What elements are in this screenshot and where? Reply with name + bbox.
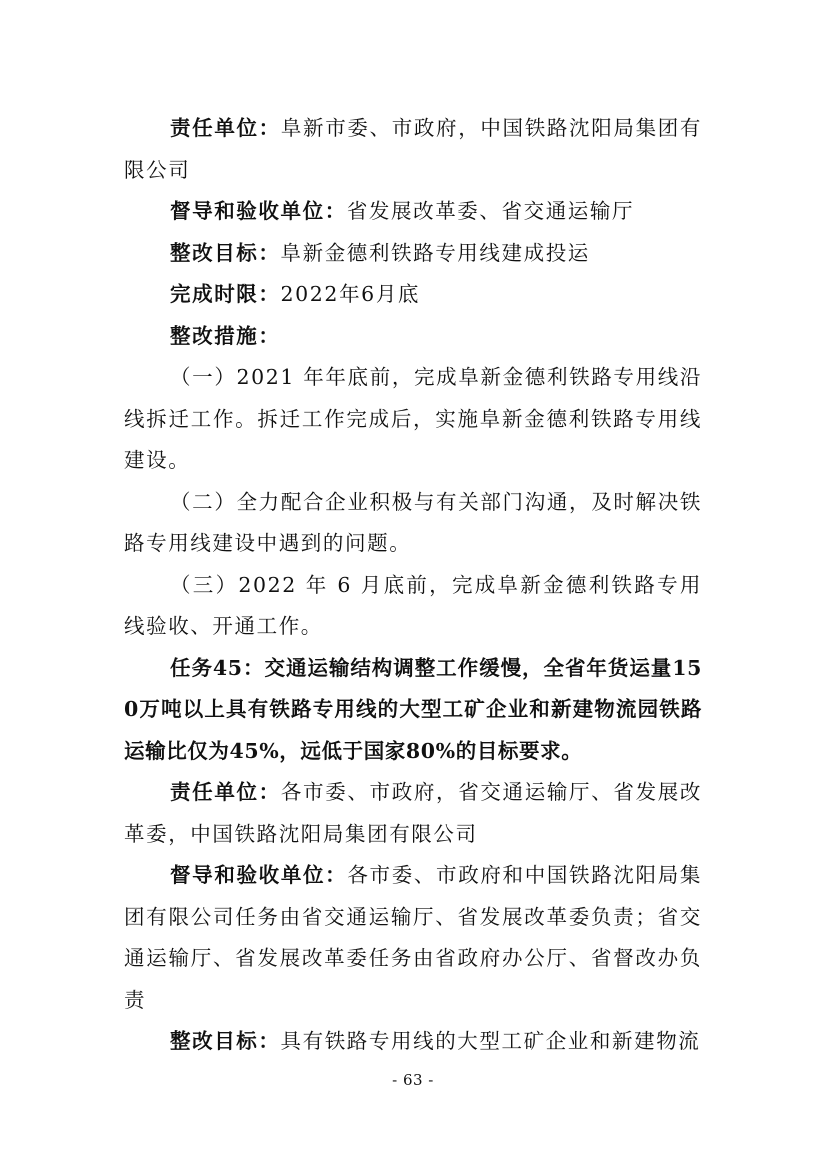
paragraph-label: 责任单位： xyxy=(170,116,281,140)
document-body xyxy=(124,108,702,1063)
paragraph-text: 2022年6月底 xyxy=(280,282,421,306)
paragraph-label: 完成时限： xyxy=(170,282,281,306)
measure-item-2: （二）全力配合企业积极与有关部门沟通，及时解决铁路专用线建设中遇到的问题。 xyxy=(124,489,702,555)
paragraph-text: 具有铁路专用线的大型工矿企业和新建物流 xyxy=(280,1029,701,1053)
paragraph-text: 阜新市委、市政府，中国铁路沈阳局集团有限公司 xyxy=(124,116,703,182)
paragraph-label: 督导和验收单位： xyxy=(170,863,348,887)
responsible-unit-paragraph xyxy=(124,772,702,855)
paragraph-text: 各市委、市政府，省交通运输厅、省发展改革委，中国铁路沈阳局集团有限公司 xyxy=(124,780,703,846)
paragraph-label: 整改目标： xyxy=(170,240,281,265)
deadline-paragraph xyxy=(124,274,702,316)
paragraph-text: 阜新金德利铁路专用线建成投运 xyxy=(280,240,590,265)
rectification-goal-paragraph xyxy=(124,1021,702,1063)
task-45-heading: 任务45：交通运输结构调整工作缓慢，全省年货运量150万吨以上具有铁路专用线的大型工矿企业和新建物流园铁路运输比仅为45%，远低于国家80%的目标要求。 xyxy=(124,655,702,763)
supervision-unit-paragraph xyxy=(124,855,702,1021)
measure-item-3: （三）2022 年 6 月底前，完成阜新金德利铁路专用线验收、开通工作。 xyxy=(124,572,702,638)
paragraph-label: 整改目标： xyxy=(170,1029,281,1053)
paragraph-label: 责任单位： xyxy=(170,780,281,804)
paragraph-text: 各市委、市政府和中国铁路沈阳局集团有限公司任务由省交通运输厅、省发展改革委负责；省交通运输厅、省发展改革委任务由省政府办公厅、省督改办负责 xyxy=(124,863,702,1012)
measure-item-1: （一）2021 年年底前，完成阜新金德利铁路专用线沿线拆迁工作。拆迁工作完成后，实施阜新金德利铁路专用线建设。 xyxy=(124,365,702,472)
measures-heading xyxy=(124,316,702,358)
paragraph-label: 整改措施： xyxy=(170,323,281,348)
supervision-unit-paragraph xyxy=(124,191,702,233)
paragraph-label: 督导和验收单位： xyxy=(170,199,347,223)
page-number: - 63 - xyxy=(392,1071,434,1089)
rectification-goal-paragraph xyxy=(124,233,702,275)
responsible-unit-paragraph xyxy=(124,108,702,191)
paragraph-text: 省发展改革委、省交通运输厅 xyxy=(346,199,635,223)
